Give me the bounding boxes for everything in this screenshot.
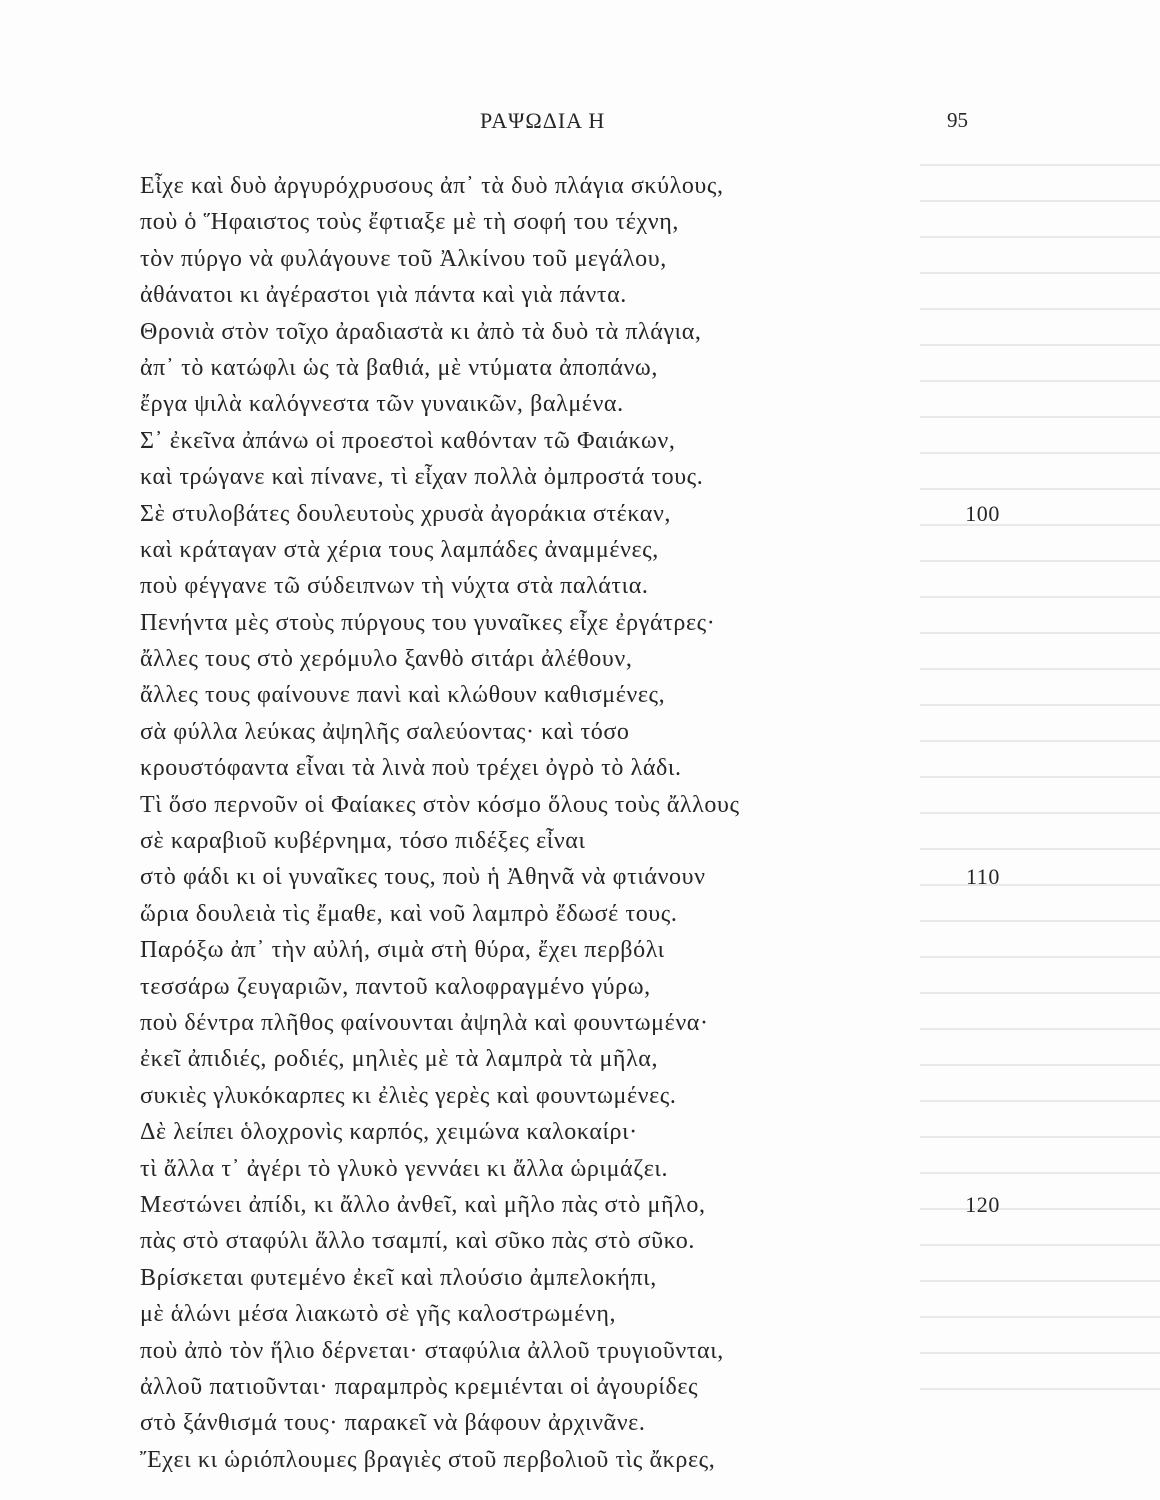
verse-line (140, 1260, 1000, 1296)
verse-text: στὸ φάδι κι οἱ γυναῖκες τους, ποὺ ἡ Ἀθηνᾶ νὰ φτιάνουν (140, 864, 706, 891)
verse-line (140, 423, 1000, 459)
verse-text: μὲ ἁλώνι μέσα λιακωτὸ σὲ γῆς καλοστρωμένη, (140, 1301, 617, 1328)
verse-text: ἀλλοῦ πατιοῦνται· παραμπρὸς κρεμιένται οἱ ἀγουρίδες (140, 1373, 699, 1400)
verse-text: Εἶχε καὶ δυὸ ἀργυρόχρυσους ἀπ᾽ τὰ δυὸ πλάγια σκύλους, (140, 173, 724, 199)
verse-line (140, 1041, 1000, 1077)
verse-text: ποὺ φέγγανε τῶ σύδειπνων τὴ νύχτα στὰ παλάτια. (140, 573, 649, 600)
verse-line (140, 714, 1000, 750)
verse-text: τὶ ἄλλα τ᾽ ἀγέρι τὸ γλυκὸ γεννάει κι ἄλλα ὡριμάζει. (140, 1155, 669, 1182)
verse-text: ποὺ δέντρα πλῆθος φαίνουνται ἀψηλὰ καὶ φουντωμένα· (140, 1009, 709, 1036)
verse-line (140, 1296, 1000, 1332)
verse-line (140, 1114, 1000, 1150)
verse-text: πὰς στὸ σταφύλι ἄλλο τσαμπί, καὶ σῦκο πὰς στὸ σῦκο. (140, 1228, 695, 1255)
verse-text: κρουστόφαντα εἶναι τὰ λινὰ ποὺ τρέχει ὀγρὸ τὸ λάδι. (140, 755, 682, 782)
verse-line (140, 241, 1000, 277)
verse-text: σὰ φύλλα λεύκας ἀψηλῆς σαλεύοντας· καὶ τόσο (140, 718, 630, 745)
verse-text: Παρόξω ἀπ᾽ τὴν αὐλή, σιμὰ στὴ θύρα, ἔχει περβόλι (140, 937, 665, 964)
verse-line (140, 1442, 1000, 1478)
verse-text: Σὲ στυλοβάτες δουλευτοὺς χρυσὰ ἀγοράκια στέκαν, (140, 500, 672, 527)
verse-line (140, 1151, 1000, 1187)
verse-line (140, 204, 1000, 240)
page-number: 95 (947, 108, 968, 132)
verse-text: ποὺ ὁ Ἥφαιστος τοὺς ἔφτιαξε μὲ τὴ σοφή του τέχνη, (140, 209, 679, 236)
verse-text: Δὲ λείπει ὁλοχρονὶς καρπός, χειμώνα καλοκαίρι· (140, 1119, 638, 1146)
verse-text: Ἔχει κι ὡριόπλουμες βραγιὲς στοῦ περβολιοῦ τὶς ἄκρες, (140, 1446, 716, 1473)
verse-line (140, 1187, 1000, 1223)
verse-text: ἄλλες τους στὸ χερόμυλο ξανθὸ σιτάρι ἀλέθουν, (140, 646, 633, 673)
verse-text: συκιὲς γλυκόκαρπες κι ἐλιὲς γερὲς καὶ φουντωμένες. (140, 1082, 677, 1109)
verse-line (140, 532, 1000, 568)
verse-line (140, 496, 1000, 532)
verse-text: καὶ τρώγανε καὶ πίνανε, τὶ εἶχαν πολλὰ ὀμπροστά τους. (140, 464, 704, 491)
verse-line (140, 386, 1000, 422)
verse-text: σὲ καραβιοῦ κυβέρνημα, τόσο πιδέξες εἶναι (140, 828, 586, 855)
line-number: 120 (965, 1191, 1000, 1217)
verse-text: στὸ ξάνθισμά τους· παρακεῖ νὰ βάφουν ἀρχινᾶνε. (140, 1410, 646, 1437)
verse-line (140, 568, 1000, 604)
verse-text: Πενήντα μὲς στοὺς πύργους του γυναῖκες εἶχε ἐργάτρες· (140, 609, 716, 636)
verse-line (140, 1405, 1000, 1441)
verse-line (140, 277, 1000, 313)
verse-text: ἄλλες τους φαίνουνε πανὶ καὶ κλώθουν καθισμένες, (140, 682, 666, 709)
verse-line (140, 787, 1000, 823)
verse-line (140, 1223, 1000, 1259)
verse-line (140, 350, 1000, 386)
verse-text: Θρονιὰ στὸν τοῖχο ἀραδιαστὰ κι ἀπὸ τὰ δυὸ τὰ πλάγια, (140, 318, 702, 345)
verse-line (140, 1078, 1000, 1114)
verse-block (140, 168, 1000, 1478)
running-title: ΡΑΨΩΔΙΑ Η (480, 108, 606, 133)
verse-text: Μεστώνει ἀπίδι, κι ἄλλο ἀνθεῖ, καὶ μῆλο πὰς στὸ μῆλο, (140, 1191, 706, 1218)
verse-line (140, 1333, 1000, 1369)
verse-line (140, 896, 1000, 932)
verse-line (140, 677, 1000, 713)
verse-text: ἀπ᾽ τὸ κατώφλι ὡς τὰ βαθιά, μὲ ντύματα ἀποπάνω, (140, 354, 658, 381)
verse-line (140, 459, 1000, 495)
verse-text: καὶ κράταγαν στὰ χέρια τους λαμπάδες ἀναμμένες, (140, 536, 659, 563)
verse-text: Τὶ ὅσο περνοῦν οἱ Φαίακες στὸν κόσμο ὅλους τοὺς ἄλλους (140, 791, 740, 818)
verse-text: τὸν πύργο νὰ φυλάγουνε τοῦ Ἀλκίνου τοῦ μεγάλου, (140, 245, 667, 272)
line-number: 100 (965, 500, 1000, 526)
verse-line (140, 1005, 1000, 1041)
verse-line (140, 969, 1000, 1005)
verse-text: τεσσάρω ζευγαριῶν, παντοῦ καλοφραγμένο γύρω, (140, 973, 651, 1000)
verse-line (140, 823, 1000, 859)
verse-line (140, 314, 1000, 350)
verse-text: ὥρια δουλειὰ τὶς ἔμαθε, καὶ νοῦ λαμπρὸ ἔδωσέ τους. (140, 900, 678, 927)
verse-text: ἐκεῖ ἀπιδιές, ροδιές, μηλιὲς μὲ τὰ λαμπρὰ τὰ μῆλα, (140, 1046, 659, 1073)
verse-line (140, 168, 1000, 204)
verse-line (140, 932, 1000, 968)
verse-line (140, 641, 1000, 677)
verse-line (140, 750, 1000, 786)
verse-text: ἔργα ψιλὰ καλόγνεστα τῶν γυναικῶν, βαλμένα. (140, 391, 624, 418)
verse-text: ποὺ ἀπὸ τὸν ἥλιο δέρνεται· σταφύλια ἀλλοῦ τρυγιοῦνται, (140, 1337, 724, 1364)
running-head (0, 108, 1160, 144)
verse-text: Σ᾽ ἐκεῖνα ἀπάνω οἱ προεστοὶ καθόνταν τῶ Φαιάκων, (140, 427, 676, 454)
verse-line (140, 1369, 1000, 1405)
verse-text: ἀθάνατοι κι ἀγέραστοι γιὰ πάντα καὶ γιὰ πάντα. (140, 282, 627, 309)
line-number: 110 (966, 864, 1000, 890)
verse-line (140, 859, 1000, 895)
verse-text: Βρίσκεται φυτεμένο ἐκεῖ καὶ πλούσιο ἀμπελοκήπι, (140, 1264, 657, 1291)
verse-line (140, 605, 1000, 641)
